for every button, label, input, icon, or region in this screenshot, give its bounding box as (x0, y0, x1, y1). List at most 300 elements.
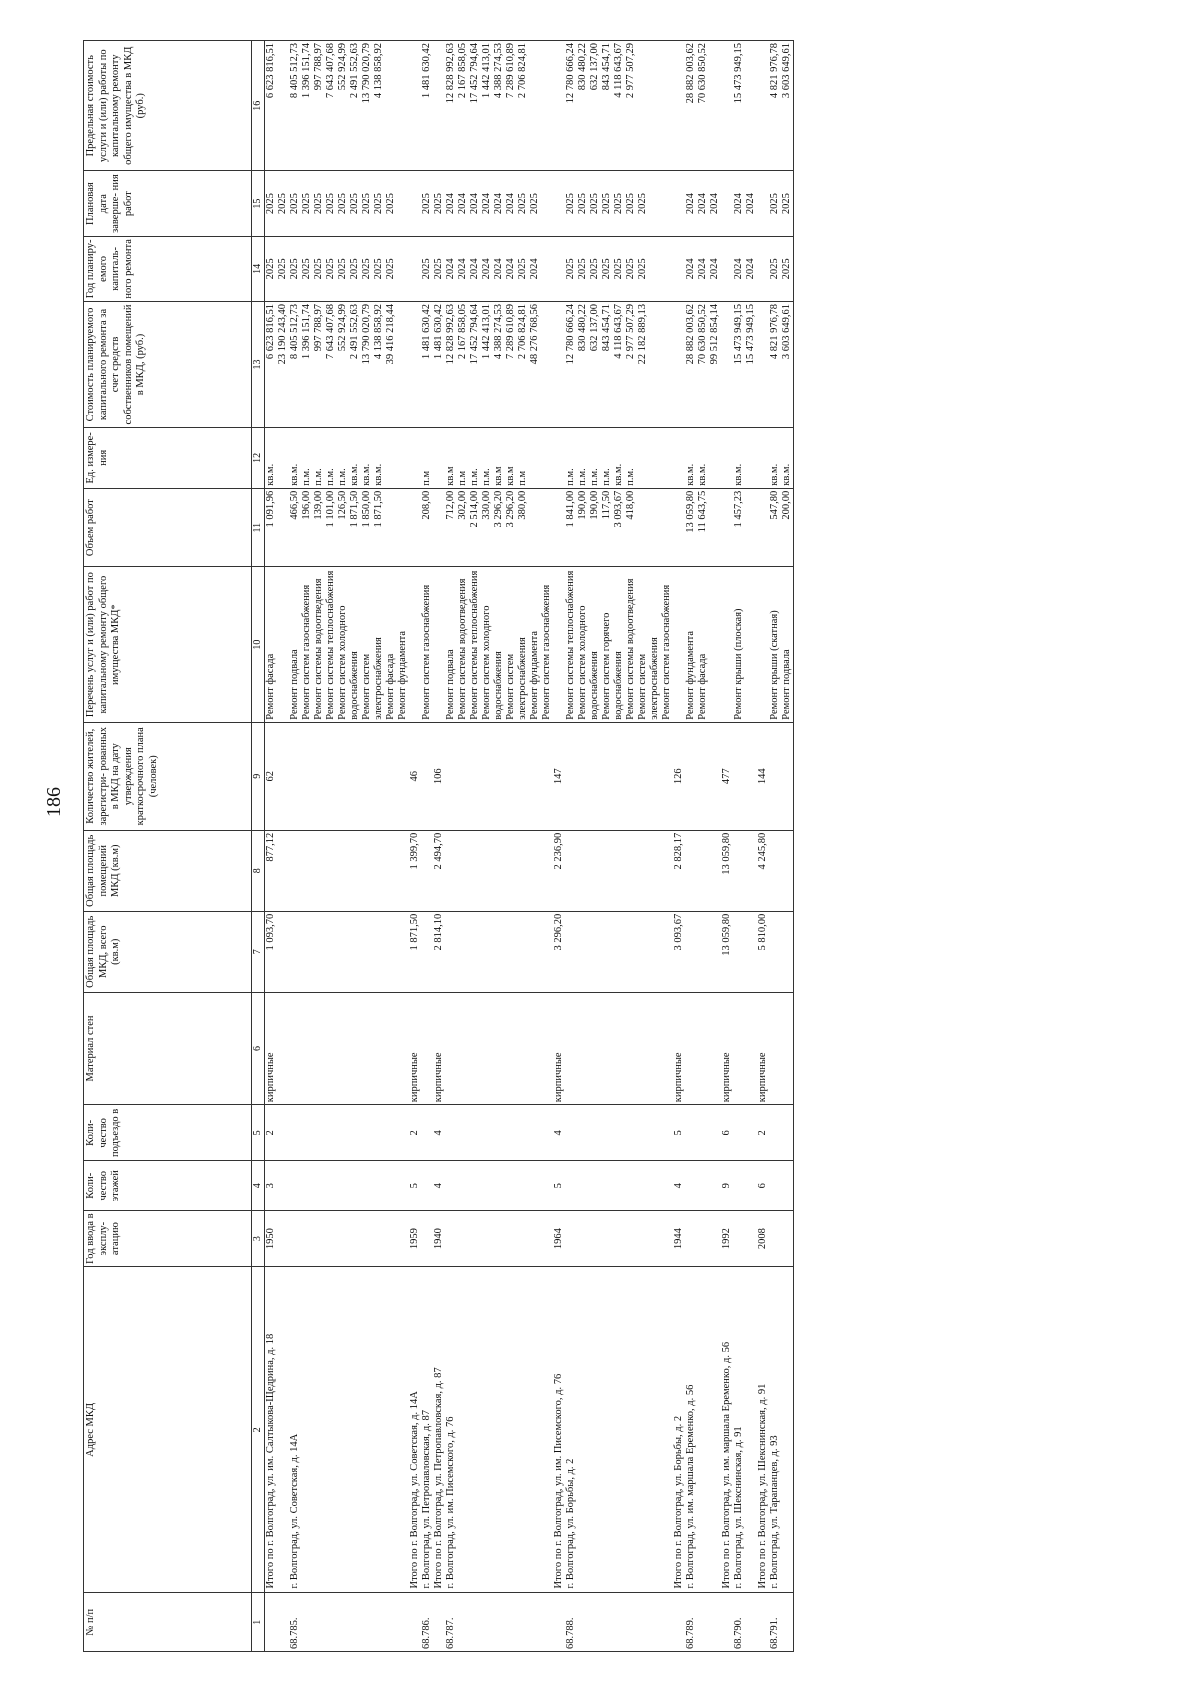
cell-col-7 (757, 911, 769, 992)
column-number-12: 12 (252, 428, 265, 489)
cell-col-14 (673, 236, 685, 301)
cell-line: 2 491 552,63 (349, 43, 360, 99)
column-header-7: Общая площадь МКД, всего (кв.м) (84, 911, 252, 992)
cell-col-13 (289, 302, 409, 428)
cell-col-8 (421, 830, 433, 911)
cell-col-13 (685, 302, 721, 428)
table-row (685, 41, 721, 1652)
cell-line: г. Волгоград, ул. им. Писемского, д. 76 (445, 1416, 456, 1589)
cell-line: 2025 (769, 258, 780, 280)
cell-col-15 (265, 171, 290, 236)
cell-col-12 (433, 428, 445, 489)
cell-col-13 (421, 302, 433, 428)
cell-line: 2025 (625, 193, 636, 215)
cell-line: 4 821 976,78 (769, 304, 780, 360)
cell-col-4 (265, 1161, 290, 1211)
cell-line: 2025 (313, 193, 324, 215)
cell-line: п.м. (625, 468, 636, 486)
cell-line: 99 512 854,14 (709, 304, 720, 365)
cell-line: 68.787. (445, 1617, 456, 1649)
cell-line: 1 850,00 (361, 490, 372, 528)
cell-line: 13 059,80 (721, 913, 732, 956)
column-header-6: Материал стен (84, 992, 252, 1105)
cell-col-4 (433, 1161, 445, 1211)
cell-line: 2024 (685, 193, 696, 215)
column-number-row (252, 41, 265, 1652)
cell-line: 1 101,00 (325, 490, 336, 528)
cell-col-14 (769, 236, 794, 301)
cell-line: Ремонт системы водоотведения (313, 578, 324, 720)
cell-col-2 (445, 1267, 553, 1593)
cell-line: 997 788,97 (313, 304, 324, 352)
cell-col-15 (565, 171, 673, 236)
cell-col-12 (289, 428, 409, 489)
cell-col-3 (565, 1211, 673, 1267)
cell-col-1 (409, 1593, 421, 1652)
cell-col-13 (733, 302, 757, 428)
cell-line: 2 977 507,29 (625, 304, 636, 360)
cell-line: 7 643 407,68 (325, 304, 336, 360)
column-number-8: 8 (252, 830, 265, 911)
cell-line: 1964 (553, 1228, 564, 1250)
cell-col-1 (673, 1593, 685, 1652)
cell-col-2 (433, 1267, 445, 1593)
cell-col-9 (673, 722, 685, 830)
cell-col-9 (757, 722, 769, 830)
cell-line: 1 093,70 (265, 913, 276, 951)
cell-col-6 (433, 992, 445, 1105)
cell-line: кирпичные (409, 1052, 420, 1103)
cell-col-8 (445, 830, 553, 911)
cell-col-4 (565, 1161, 673, 1211)
cell-col-16 (769, 41, 794, 172)
cell-line: 302,00 (457, 490, 468, 520)
cell-line: 2024 (445, 258, 456, 280)
cell-line: 6 (721, 1130, 732, 1136)
cell-line: 2024 (505, 258, 516, 280)
cell-line: 3 603 649,61 (781, 43, 792, 99)
column-number-11: 11 (252, 488, 265, 567)
cell-line: 68.786. (421, 1617, 432, 1649)
cell-col-9 (433, 722, 445, 830)
cell-col-7 (733, 911, 757, 992)
cell-line: 15 473 949,15 (733, 43, 744, 104)
cell-line: Ремонт систем газоснабжения (421, 584, 432, 720)
cell-line: 2 494,70 (433, 832, 444, 870)
cell-col-16 (445, 41, 553, 172)
cell-col-2 (421, 1267, 433, 1593)
cell-line: 2024 (733, 258, 744, 280)
cell-col-11 (565, 488, 673, 567)
cell-line: кв.м. (373, 463, 384, 486)
cell-col-12 (553, 428, 565, 489)
cell-line: 2025 (637, 258, 648, 280)
cell-line: 552 924,99 (337, 304, 348, 352)
cell-col-10 (685, 567, 721, 722)
cell-col-3 (289, 1211, 409, 1267)
cell-line: 3 093,67 (673, 913, 684, 951)
cell-line: Ремонт систем газоснабжения (301, 584, 312, 720)
column-number-9: 9 (252, 722, 265, 830)
cell-col-2 (265, 1267, 290, 1593)
cell-col-12 (757, 428, 769, 489)
table-body (265, 41, 794, 1652)
cell-col-15 (757, 171, 769, 236)
cell-line: 70 630 850,52 (697, 43, 708, 104)
cell-col-4 (673, 1161, 685, 1211)
cell-line: 1 841,00 (565, 490, 576, 528)
cell-line: 2 (265, 1130, 276, 1136)
cell-line: 2024 (469, 258, 480, 280)
cell-line: 5 (673, 1130, 684, 1136)
cell-line: 2025 (265, 193, 276, 215)
cell-col-8 (673, 830, 685, 911)
cell-line: Ремонт систем холодного водоснабжения (481, 605, 504, 720)
cell-line: 4 (673, 1183, 684, 1189)
cell-col-9 (289, 722, 409, 830)
cell-line: Ремонт систем горячего водоснабжения (601, 612, 624, 720)
cell-line: 2 236,90 (553, 832, 564, 870)
cell-line: 1 871,50 (409, 913, 420, 951)
cell-col-16 (733, 41, 757, 172)
cell-line: 196,00 (301, 490, 312, 520)
cell-line: Ремонт систем электроснабжения (361, 637, 384, 720)
cell-line: 1 399,70 (409, 832, 420, 870)
cell-line: Ремонт крыши (плоская) (733, 608, 744, 720)
cell-line: п.м. (313, 468, 324, 486)
cell-line: кирпичные (757, 1052, 768, 1103)
column-number-14: 14 (252, 236, 265, 301)
cell-col-1 (757, 1593, 769, 1652)
cell-col-4 (757, 1161, 769, 1211)
cell-col-3 (421, 1211, 433, 1267)
cell-line: 2025 (781, 258, 792, 280)
cell-line: 1 481 630,42 (433, 304, 444, 360)
cell-col-6 (409, 992, 421, 1105)
cell-line: г. Волгоград, ул. Шекснинская, д. 91 (733, 1426, 744, 1589)
cell-line: 2024 (457, 193, 468, 215)
cell-col-14 (685, 236, 721, 301)
cell-col-1 (769, 1593, 794, 1652)
cell-line: 2008 (757, 1228, 768, 1250)
cell-line: 15 473 949,15 (745, 304, 756, 365)
table-row (733, 41, 757, 1652)
cell-col-6 (265, 992, 290, 1105)
cell-line: 13 790 020,79 (361, 304, 372, 365)
cell-col-15 (769, 171, 794, 236)
cell-col-1 (733, 1593, 757, 1652)
cell-col-11 (445, 488, 553, 567)
cell-line: г. Волгоград, ул. Тарапанцев, д. 93 (769, 1435, 780, 1589)
cell-line: 208,00 (421, 490, 432, 520)
cell-col-4 (553, 1161, 565, 1211)
cell-line: 2025 (373, 258, 384, 280)
cell-col-10 (565, 567, 673, 722)
cell-line: кв.м. (685, 463, 696, 486)
cell-col-6 (721, 992, 733, 1105)
cell-line: 4 118 643,67 (613, 43, 624, 98)
cell-col-7 (673, 911, 685, 992)
cell-line: 2025 (325, 258, 336, 280)
cell-col-16 (673, 41, 685, 172)
cell-line: 2 514,00 (469, 490, 480, 528)
cell-line: 28 882 003,62 (685, 43, 696, 104)
cell-col-2 (721, 1267, 733, 1593)
cell-line: Итого по г. Волгоград, ул. Шекснинская, д. 91 (757, 1383, 768, 1589)
cell-col-9 (445, 722, 553, 830)
cell-line: 6 623 816,51 (265, 43, 276, 99)
cell-line: 28 882 003,62 (685, 304, 696, 365)
cell-line: п.м. (469, 468, 480, 486)
cell-line: Ремонт систем газоснабжения (541, 584, 552, 720)
cell-line: 2025 (529, 193, 540, 215)
cell-col-16 (409, 41, 421, 172)
cell-col-11 (673, 488, 685, 567)
cell-col-3 (409, 1211, 421, 1267)
cell-line: 13 059,80 (721, 832, 732, 875)
cell-col-13 (409, 302, 421, 428)
cell-col-13 (721, 302, 733, 428)
cell-line: Ремонт системы водоотведения (625, 578, 636, 720)
cell-line: 2024 (493, 193, 504, 215)
cell-line: п.м. (301, 468, 312, 486)
cell-line: 830 480,22 (577, 43, 588, 91)
cell-line: 7 289 610,89 (505, 304, 516, 360)
cell-col-1 (565, 1593, 673, 1652)
cell-col-13 (769, 302, 794, 428)
cell-line: Итого по г. Волгоград, ул. им. маршала Еременко, д. 56 (721, 1341, 732, 1589)
cell-col-11 (553, 488, 565, 567)
cell-line: Ремонт фундамента (397, 630, 408, 720)
cell-line: 2024 (709, 258, 720, 280)
cell-col-10 (421, 567, 433, 722)
cell-line: г. Волгоград, ул. Борьбы, д. 2 (565, 1458, 576, 1589)
cell-line: Ремонт систем газоснабжения (661, 584, 672, 720)
table-row (409, 41, 421, 1652)
cell-col-10 (445, 567, 553, 722)
cell-col-9 (685, 722, 721, 830)
cell-line: 1 871,50 (349, 490, 360, 528)
cell-line: 2024 (481, 258, 492, 280)
cell-col-11 (265, 488, 290, 567)
cell-line: 3 296,20 (493, 490, 504, 528)
cell-col-1 (685, 1593, 721, 1652)
cell-line: 2 828,17 (673, 832, 684, 870)
cell-col-10 (769, 567, 794, 722)
cell-line: 7 289 610,89 (505, 43, 516, 99)
cell-col-2 (409, 1267, 421, 1593)
cell-col-11 (757, 488, 769, 567)
column-header-2: Адрес МКД (84, 1267, 252, 1593)
cell-col-3 (757, 1211, 769, 1267)
cell-line: 2025 (565, 193, 576, 215)
cell-line: кв.м. (289, 463, 300, 486)
cell-col-1 (553, 1593, 565, 1652)
cell-line: кв.м (445, 466, 456, 486)
cell-col-14 (721, 236, 733, 301)
cell-col-12 (421, 428, 433, 489)
cell-col-8 (265, 830, 290, 911)
cell-col-9 (265, 722, 290, 830)
cell-line: 1 091,96 (265, 490, 276, 528)
cell-col-12 (565, 428, 673, 489)
cell-line: 466,50 (289, 490, 300, 520)
table-row (673, 41, 685, 1652)
cell-line: 12 780 666,24 (565, 304, 576, 365)
cell-line: 2 491 552,63 (349, 304, 360, 360)
cell-line: Ремонт системы водоотведения (457, 578, 468, 720)
cell-line: 5 (409, 1183, 420, 1189)
cell-line: Ремонт фасада (697, 653, 708, 720)
cell-line: 2025 (577, 193, 588, 215)
cell-line: 147 (553, 768, 564, 785)
cell-col-14 (553, 236, 565, 301)
cell-line: 2025 (601, 258, 612, 280)
cell-line: 9 (721, 1183, 732, 1189)
cell-line: 3 296,20 (553, 913, 564, 951)
cell-col-4 (445, 1161, 553, 1211)
cell-col-8 (289, 830, 409, 911)
capital-repair-table-sheet (83, 40, 1175, 1652)
table-row (553, 41, 565, 1652)
cell-line: 2 (757, 1130, 768, 1136)
cell-col-3 (553, 1211, 565, 1267)
cell-col-7 (769, 911, 794, 992)
cell-col-7 (409, 911, 421, 992)
cell-line: п.м (517, 470, 528, 486)
cell-col-8 (553, 830, 565, 911)
table-row (565, 41, 673, 1652)
cell-line: 2025 (337, 193, 348, 215)
cell-col-8 (685, 830, 721, 911)
cell-line: 190,00 (577, 490, 588, 520)
cell-col-2 (673, 1267, 685, 1593)
cell-line: кв.м. (769, 463, 780, 486)
cell-line: 2025 (589, 193, 600, 215)
cell-col-16 (757, 41, 769, 172)
cell-line: 2024 (697, 258, 708, 280)
cell-line: Ремонт фундамента (685, 630, 696, 720)
cell-line: 547,80 (769, 490, 780, 520)
cell-line: кв.м (493, 466, 504, 486)
cell-col-15 (289, 171, 409, 236)
cell-line: 1 481 630,42 (421, 304, 432, 360)
column-header-1: № п/п (84, 1593, 252, 1652)
cell-line: г. Волгоград, ул. Петропавловская, д. 87 (421, 1410, 432, 1589)
cell-line: 117,50 (601, 490, 612, 520)
cell-line: Ремонт систем электроснабжения (637, 637, 660, 720)
cell-line: 2025 (385, 193, 396, 215)
cell-line: 68.791. (769, 1617, 780, 1649)
cell-line: 2025 (349, 258, 360, 280)
cell-line: 2 167 858,05 (457, 43, 468, 99)
table-row (265, 41, 290, 1652)
cell-line: 997 788,97 (313, 43, 324, 91)
cell-line: Ремонт подвала (445, 649, 456, 720)
cell-col-6 (445, 992, 553, 1105)
cell-line: 4 388 274,53 (493, 43, 504, 99)
cell-line: 13 059,80 (685, 490, 696, 533)
cell-line: 2025 (289, 193, 300, 215)
cell-col-7 (445, 911, 553, 992)
table-row (289, 41, 409, 1652)
cell-col-3 (721, 1211, 733, 1267)
cell-line: 2025 (277, 258, 288, 280)
cell-line: п.м. (577, 468, 588, 486)
cell-col-8 (409, 830, 421, 911)
cell-col-11 (685, 488, 721, 567)
cell-line: п.м (457, 470, 468, 486)
cell-col-7 (433, 911, 445, 992)
cell-line: 4 138 858,92 (373, 43, 384, 99)
cell-col-7 (553, 911, 565, 992)
cell-line: кирпичные (265, 1052, 276, 1103)
cell-line: 2025 (385, 258, 396, 280)
cell-col-6 (733, 992, 757, 1105)
cell-col-6 (289, 992, 409, 1105)
cell-col-4 (769, 1161, 794, 1211)
cell-col-2 (757, 1267, 769, 1593)
cell-col-2 (685, 1267, 721, 1593)
cell-line: 552 924,99 (337, 43, 348, 91)
cell-line: 2025 (517, 258, 528, 280)
cell-line: 380,00 (517, 490, 528, 520)
cell-col-16 (433, 41, 445, 172)
cell-line: 1 442 413,01 (481, 304, 492, 360)
cell-line: кирпичные (433, 1052, 444, 1103)
cell-line: 2025 (373, 193, 384, 215)
cell-line: Ремонт крыши (скатная) (769, 610, 780, 720)
cell-line: п.м. (565, 468, 576, 486)
cell-line: 2024 (529, 258, 540, 280)
cell-line: 2025 (613, 193, 624, 215)
cell-line: 4 (433, 1130, 444, 1136)
cell-line: 13 790 020,79 (361, 43, 372, 104)
cell-col-1 (721, 1593, 733, 1652)
cell-col-8 (565, 830, 673, 911)
cell-line: кирпичные (553, 1052, 564, 1103)
cell-line: 2025 (433, 258, 444, 280)
column-number-4: 4 (252, 1161, 265, 1211)
cell-line: 1 871,50 (373, 490, 384, 528)
cell-line: Ремонт систем холодного водоснабжения (337, 605, 360, 720)
cell-line: 17 452 794,64 (469, 43, 480, 104)
cell-col-15 (445, 171, 553, 236)
cell-line: кв.м. (781, 463, 792, 486)
cell-line: 1 481 630,42 (421, 43, 432, 99)
cell-line: кв.м. (733, 463, 744, 486)
column-header-12: Ед. измере- ния (84, 428, 252, 489)
column-header-9: Количество жителей, зарегистри- рованных в МКД на дату утверждения краткосрочного плана (человек) (84, 722, 252, 830)
cell-col-2 (289, 1267, 409, 1593)
cell-col-7 (289, 911, 409, 992)
cell-col-15 (409, 171, 421, 236)
cell-col-15 (421, 171, 433, 236)
cell-col-11 (721, 488, 733, 567)
cell-col-13 (757, 302, 769, 428)
cell-col-5 (265, 1105, 290, 1161)
cell-col-1 (265, 1593, 290, 1652)
cell-line: 2025 (361, 193, 372, 215)
cell-line: 2024 (481, 193, 492, 215)
cell-col-1 (421, 1593, 433, 1652)
cell-line: п.м. (589, 468, 600, 486)
cell-line: 1 396 151,74 (301, 43, 312, 99)
cell-line: Ремонт фасада (265, 653, 276, 720)
cell-line: 3 (265, 1183, 276, 1189)
cell-col-12 (721, 428, 733, 489)
cell-col-12 (733, 428, 757, 489)
